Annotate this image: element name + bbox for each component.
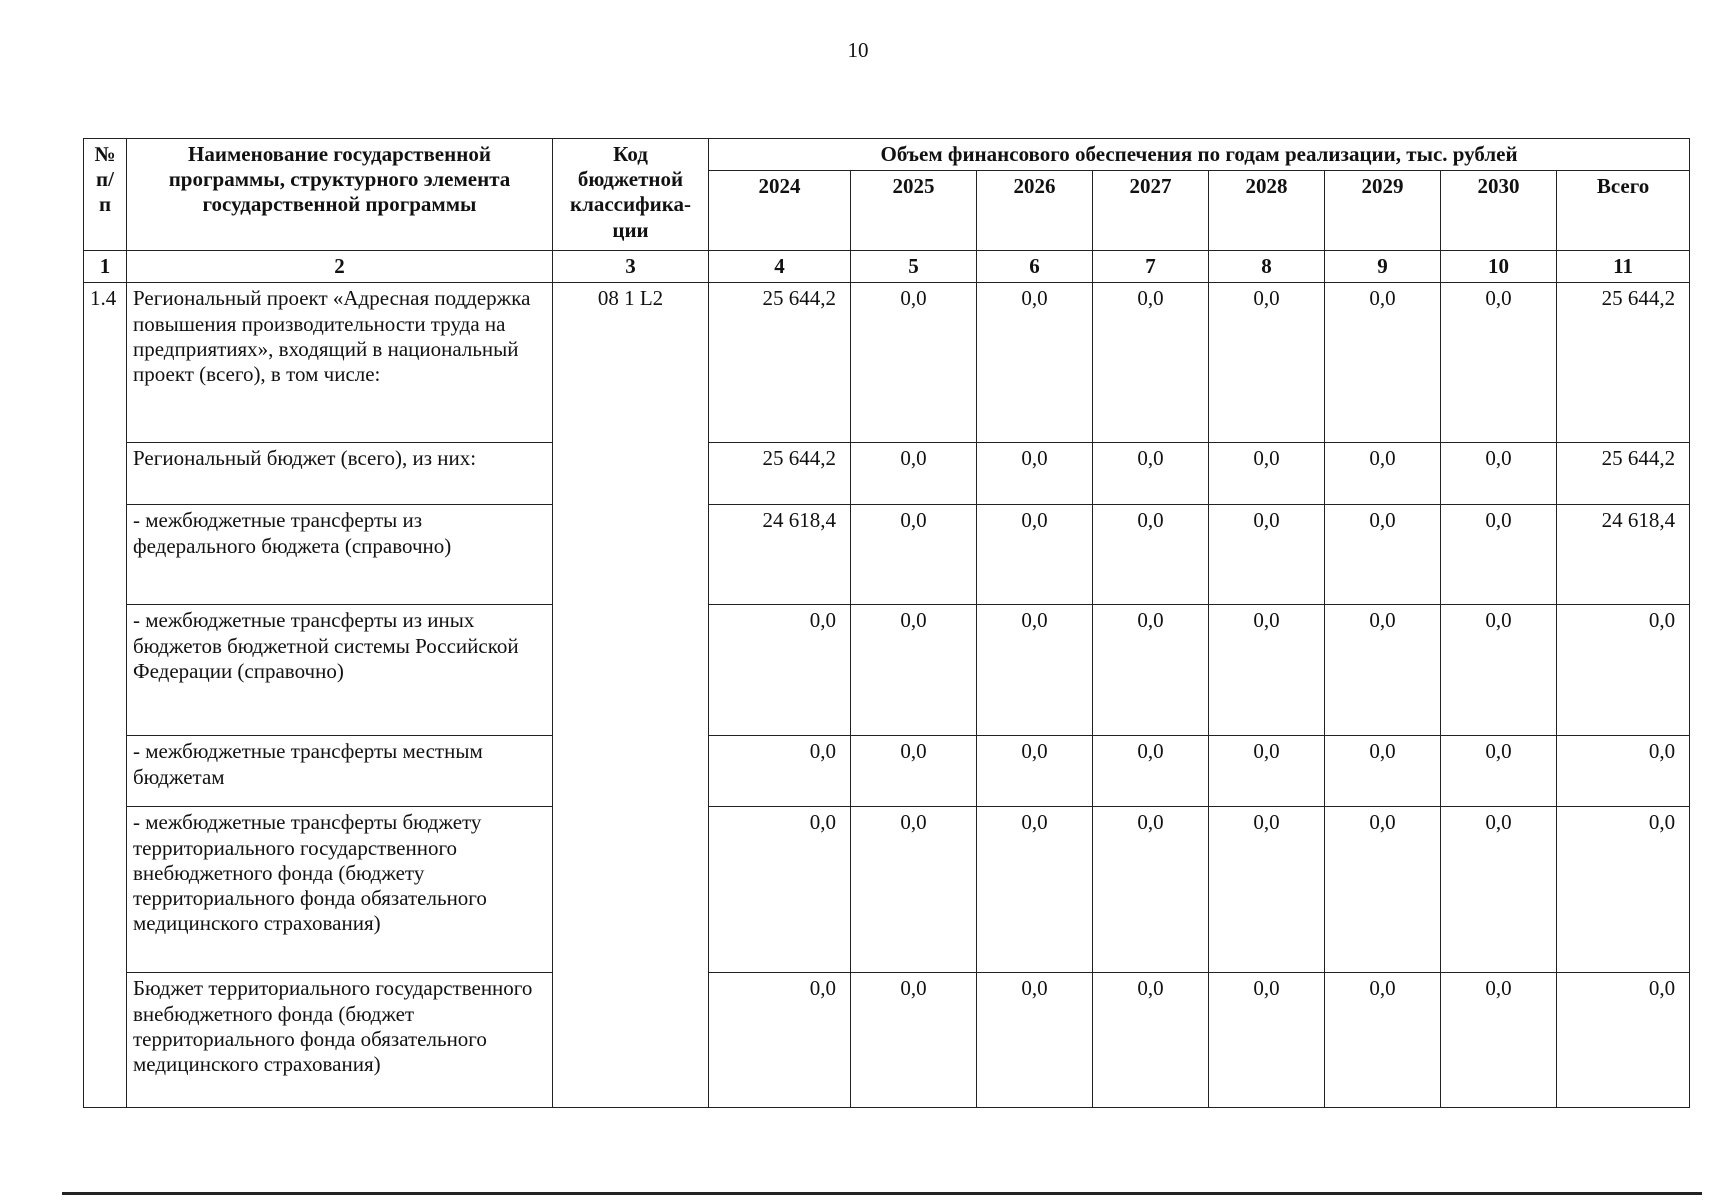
column-number: 11 (1557, 251, 1690, 283)
cell-value: 0,0 (851, 807, 977, 973)
header-row (84, 139, 1690, 171)
header-year-total: Всего (1557, 171, 1690, 251)
row-name: Региональный бюджет (всего), из них: (127, 443, 553, 505)
cell-value: 0,0 (709, 736, 851, 807)
table-row (84, 605, 1690, 736)
cell-value: 0,0 (1093, 605, 1209, 736)
cell-value: 0,0 (851, 605, 977, 736)
table-row (84, 505, 1690, 605)
column-number: 1 (84, 251, 127, 283)
cell-value: 0,0 (851, 443, 977, 505)
row-name: - межбюджетные трансферты местным бюджетам (127, 736, 553, 807)
cell-value: 0,0 (1325, 973, 1441, 1108)
cell-value: 0,0 (977, 443, 1093, 505)
cell-value: 0,0 (1093, 973, 1209, 1108)
column-number: 6 (977, 251, 1093, 283)
header-year: 2024 (709, 171, 851, 251)
cell-value: 0,0 (709, 605, 851, 736)
cell-value: 0,0 (1093, 505, 1209, 605)
cell-total: 0,0 (1557, 605, 1690, 736)
cell-value: 0,0 (977, 505, 1093, 605)
column-number: 7 (1093, 251, 1209, 283)
header-num: № п/п (84, 139, 127, 251)
cell-value: 0,0 (1441, 973, 1557, 1108)
column-number: 10 (1441, 251, 1557, 283)
cell-value: 0,0 (1325, 443, 1441, 505)
header-year: 2030 (1441, 171, 1557, 251)
cell-value: 0,0 (851, 505, 977, 605)
cell-value: 0,0 (1441, 807, 1557, 973)
cell-total: 0,0 (1557, 973, 1690, 1108)
cell-value: 24 618,4 (709, 505, 851, 605)
column-number: 3 (553, 251, 709, 283)
row-name: Бюджет территориального государственного внебюджетного фонда (бюджет территориального фонда обязательного медицинского страхования) (127, 973, 553, 1108)
cell-value: 0,0 (1441, 443, 1557, 505)
cell-total: 0,0 (1557, 736, 1690, 807)
column-number: 5 (851, 251, 977, 283)
cell-value: 0,0 (1441, 505, 1557, 605)
cell-value: 0,0 (1093, 283, 1209, 443)
cell-value: 0,0 (709, 973, 851, 1108)
cell-value: 0,0 (851, 973, 977, 1108)
cell-value: 0,0 (851, 283, 977, 443)
cell-value: 0,0 (851, 736, 977, 807)
cell-value: 0,0 (1441, 283, 1557, 443)
cell-value: 0,0 (1209, 736, 1325, 807)
row-code: 08 1 L2 (553, 283, 709, 1108)
cell-value: 0,0 (1209, 443, 1325, 505)
table-row (84, 736, 1690, 807)
row-name: - межбюджетные трансферты из иных бюджетов бюджетной системы Российской Федерации (справочно) (127, 605, 553, 736)
cell-value: 0,0 (1209, 505, 1325, 605)
cell-value: 0,0 (1325, 807, 1441, 973)
row-name: - межбюджетные трансферты бюджету территориального государственного внебюджетного фонда (бюджету территориального фонда обязательного медицинского страхования) (127, 807, 553, 973)
cell-value: 0,0 (1441, 605, 1557, 736)
cell-value: 0,0 (1209, 973, 1325, 1108)
cell-value: 0,0 (1209, 283, 1325, 443)
cell-value: 25 644,2 (709, 443, 851, 505)
bottom-rule (62, 1192, 1702, 1195)
table-row (84, 283, 1690, 443)
page-number: 10 (847, 38, 869, 62)
cell-value: 0,0 (1325, 736, 1441, 807)
cell-value: 0,0 (1325, 283, 1441, 443)
table-row (84, 443, 1690, 505)
cell-value: 0,0 (1325, 605, 1441, 736)
cell-value: 0,0 (1209, 807, 1325, 973)
header-year: 2028 (1209, 171, 1325, 251)
cell-value: 0,0 (977, 283, 1093, 443)
cell-value: 25 644,2 (709, 283, 851, 443)
cell-total: 25 644,2 (1557, 443, 1690, 505)
header-name: Наименование государственной программы, структурного элемента государственной программы (127, 139, 553, 251)
cell-total: 24 618,4 (1557, 505, 1690, 605)
cell-total: 25 644,2 (1557, 283, 1690, 443)
cell-value: 0,0 (977, 605, 1093, 736)
cell-value: 0,0 (1093, 443, 1209, 505)
cell-value: 0,0 (977, 973, 1093, 1108)
table-row (84, 807, 1690, 973)
row-name: - межбюджетные трансферты из федерального бюджета (справочно) (127, 505, 553, 605)
cell-total: 0,0 (1557, 807, 1690, 973)
header-year: 2026 (977, 171, 1093, 251)
table-row (84, 973, 1690, 1108)
cell-value: 0,0 (1093, 807, 1209, 973)
financing-table (83, 138, 1690, 1108)
column-numbers-row (84, 251, 1690, 283)
cell-value: 0,0 (1325, 505, 1441, 605)
header-year: 2027 (1093, 171, 1209, 251)
header-volume: Объем финансового обеспечения по годам реализации, тыс. рублей (709, 139, 1690, 171)
column-number: 4 (709, 251, 851, 283)
cell-value: 0,0 (1209, 605, 1325, 736)
cell-value: 0,0 (977, 807, 1093, 973)
header-year: 2025 (851, 171, 977, 251)
header-year: 2029 (1325, 171, 1441, 251)
row-index: 1.4 (84, 283, 127, 1108)
cell-value: 0,0 (1093, 736, 1209, 807)
cell-value: 0,0 (709, 807, 851, 973)
cell-value: 0,0 (1441, 736, 1557, 807)
header-code: Код бюджетной классифика-ции (553, 139, 709, 251)
column-number: 8 (1209, 251, 1325, 283)
cell-value: 0,0 (977, 736, 1093, 807)
column-number: 2 (127, 251, 553, 283)
row-name: Региональный проект «Адресная поддержка повышения производительности труда на предприятиях», входящий в национальный проект (всего), в том числе: (127, 283, 553, 443)
column-number: 9 (1325, 251, 1441, 283)
